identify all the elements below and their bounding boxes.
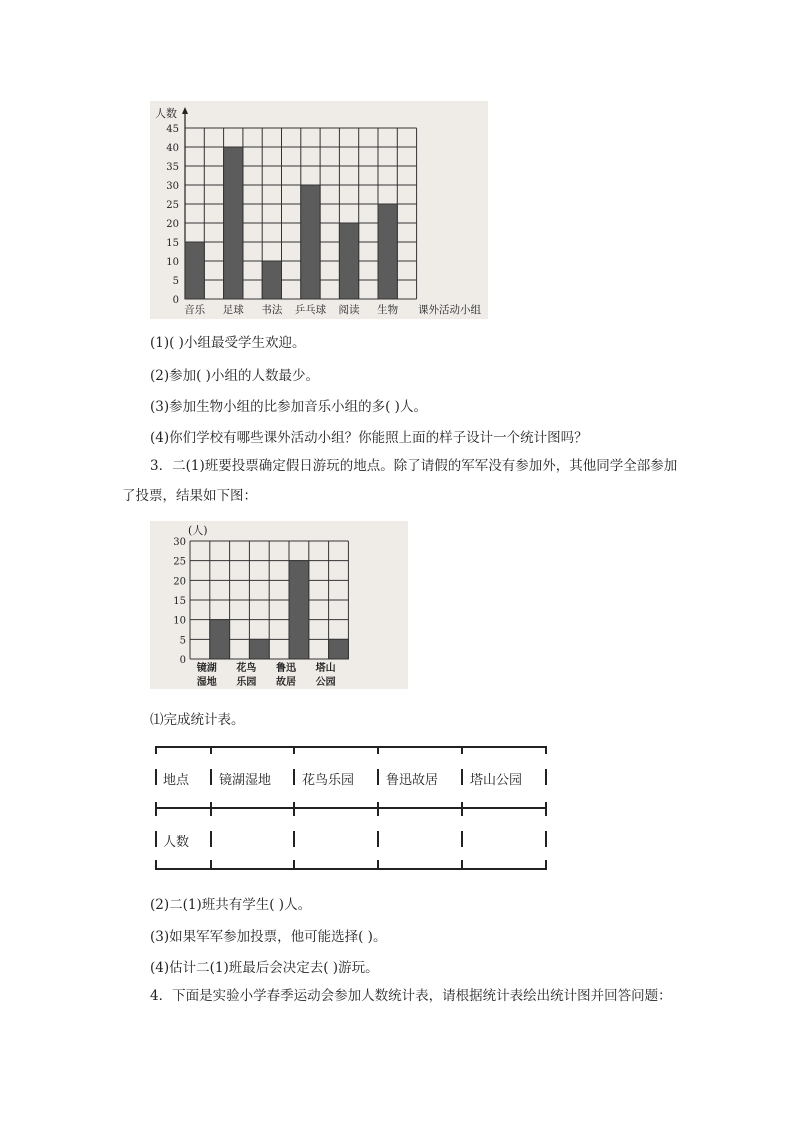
x-tick-label: 镜湖 xyxy=(196,663,217,674)
y-axis-arrow xyxy=(182,107,188,114)
q4-intro: 4．下面是实验小学春季运动会参加人数统计表，请根据统计表绘出统计图并回答问题： xyxy=(150,988,672,1004)
y-tick-label: 30 xyxy=(173,537,186,548)
q3-intro: 3．二(1)班要投票确定假日游玩的地点。除了请假的军军没有参加外，其他同学全部参加了投票，结果如下图： xyxy=(122,458,678,504)
x-tick-label: 生物 xyxy=(377,304,399,316)
table-header-luxun: 鲁迅故居 xyxy=(386,773,439,788)
q3-item-4: (4)估计二(1)班最后会决定去( )游玩。 xyxy=(150,960,379,976)
x-tick-label: 书法 xyxy=(261,304,283,316)
y-tick-label: 15 xyxy=(173,596,186,607)
bar xyxy=(210,620,230,659)
q3-item-2: (2)二(1)班共有学生( )人。 xyxy=(150,897,312,913)
activity-group-bar-chart xyxy=(150,101,488,319)
x-tick-label: 故居 xyxy=(276,677,296,688)
bar xyxy=(249,639,269,659)
x-tick-label: 乐园 xyxy=(236,677,257,688)
x-tick-label: 乒乓球 xyxy=(294,304,327,316)
q2-item-1: (1)( )小组最受学生欢迎。 xyxy=(150,335,306,351)
x-tick-label: 足球 xyxy=(222,304,244,316)
q3-sub1: ⑴完成统计表。 xyxy=(150,712,245,728)
activity-group-chart xyxy=(150,101,488,319)
x-tick-label: 塔山 xyxy=(315,663,336,674)
y-tick-label: 0 xyxy=(179,655,186,666)
y-tick-label: 10 xyxy=(166,257,179,268)
table-header-jinghu: 镜湖湿地 xyxy=(219,773,272,788)
y-tick-label: 5 xyxy=(179,635,186,647)
y-tick-label: 20 xyxy=(173,576,186,588)
bar xyxy=(301,185,320,299)
table-row-label: 人数 xyxy=(163,835,190,850)
y-tick-label: 5 xyxy=(172,276,179,287)
y-tick-label: 30 xyxy=(166,181,179,192)
x-tick-label: 湿地 xyxy=(196,677,217,688)
q2-item-3: (3)参加生物小组的比参加音乐小组的多( )人。 xyxy=(150,399,427,415)
vote-chart xyxy=(150,521,408,689)
y-tick-label: 15 xyxy=(166,238,179,249)
y-axis-label: 人数 xyxy=(155,107,177,120)
bar xyxy=(378,204,397,299)
q2-item-4: (4)你们学校有哪些课外活动小组？你能照上面的样子设计一个统计图吗？ xyxy=(150,430,588,446)
y-tick-label: 25 xyxy=(173,556,186,568)
y-tick-label: 20 xyxy=(166,219,179,230)
q3-item-3: (3)如果军军参加投票，他可能选择( )。 xyxy=(150,929,387,945)
y-tick-label: 25 xyxy=(166,200,179,211)
y-axis-label: (人) xyxy=(188,524,208,537)
table-header-place: 地点 xyxy=(163,773,190,788)
bar xyxy=(329,639,349,659)
y-tick-label: 40 xyxy=(166,143,179,154)
y-tick-label: 0 xyxy=(172,295,179,306)
bar xyxy=(262,261,281,299)
y-tick-label: 10 xyxy=(173,615,186,627)
x-tick-label: 鲁迅 xyxy=(276,663,296,674)
vote-table xyxy=(155,746,547,870)
bar xyxy=(185,242,204,299)
y-tick-label: 45 xyxy=(166,124,179,135)
x-tick-label: 花鸟 xyxy=(236,663,257,674)
x-tick-label: 音乐 xyxy=(184,304,206,316)
table-header-tashan: 塔山公园 xyxy=(470,773,523,788)
y-tick-label: 35 xyxy=(166,162,179,173)
bar xyxy=(289,561,309,659)
x-tick-label: 公园 xyxy=(315,677,336,688)
bar xyxy=(224,147,243,299)
table-header-huaniao: 花鸟乐园 xyxy=(302,773,355,788)
q2-item-2: (2)参加( )小组的人数最少。 xyxy=(150,368,319,384)
x-axis-label: 课外活动小组 xyxy=(418,304,481,316)
vote-bar-chart xyxy=(150,521,408,689)
x-tick-label: 阅读 xyxy=(338,304,360,316)
bar xyxy=(339,223,358,299)
